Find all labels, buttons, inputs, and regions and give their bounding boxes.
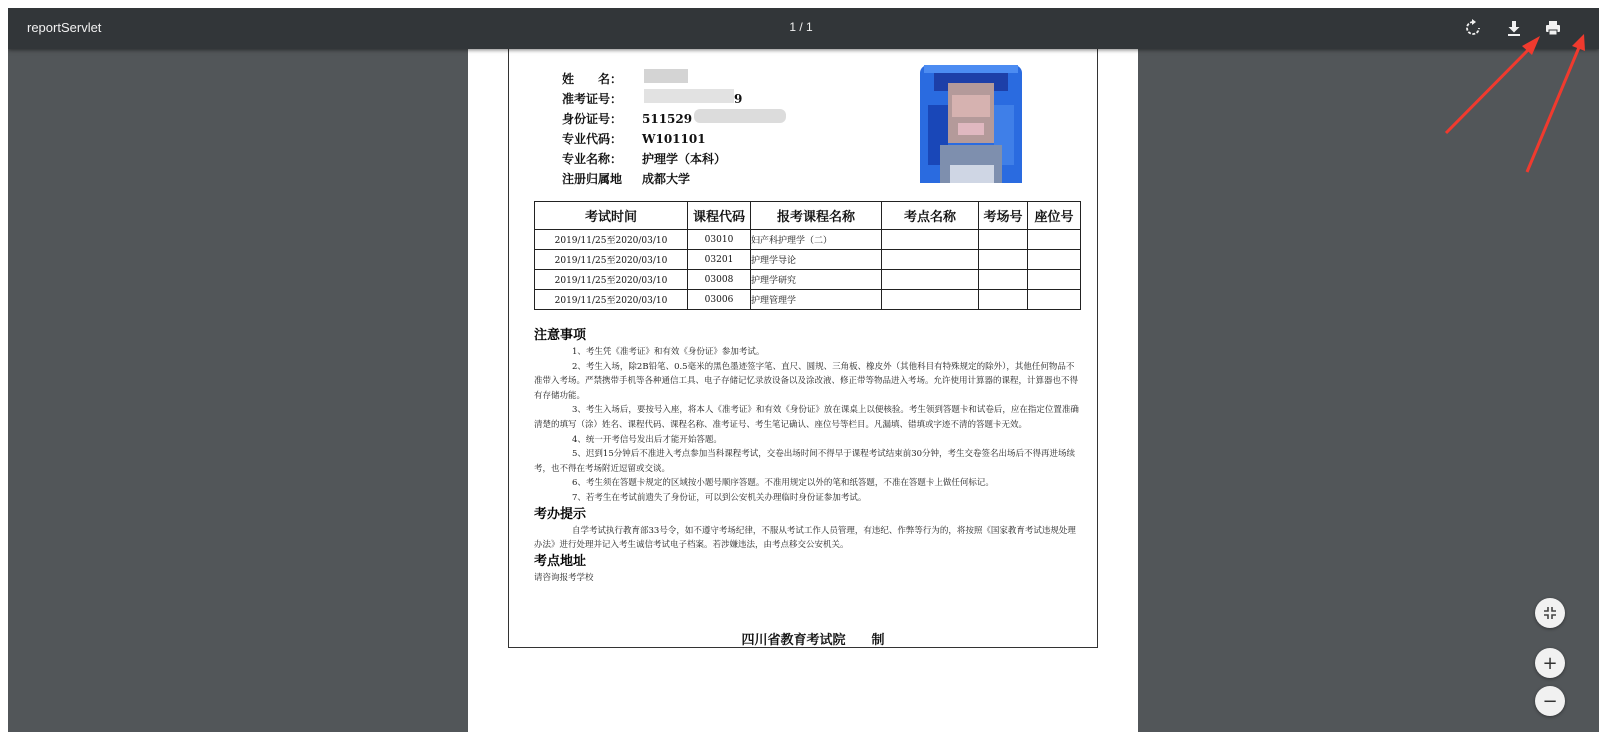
note-item: 3、考生入场后，要按号入座，将本人《准考证》和有效《身份证》放在课桌上以便核验。考生领到答题卡和试卷后，应在指定位置准确清楚的填写（涂）姓名、课程代码、课程名称、准考证号、考生笔记确认、座位号等栏目。凡漏填、错填或字迹不清的答题卡无效。	[534, 405, 1079, 430]
major-code-label: 专业代码：	[562, 132, 623, 146]
table-row	[535, 250, 1081, 270]
cell-time: 2019/11/25至2020/03/10	[535, 250, 688, 270]
viewer-toolbar	[8, 8, 1599, 49]
notes-title: 注意事项	[534, 328, 587, 343]
fit-page-button[interactable]	[1535, 598, 1565, 628]
cell-code: 03010	[688, 230, 751, 250]
cell-site	[882, 290, 979, 310]
cell-course: 护理学研究	[751, 270, 882, 290]
cell-seat	[1028, 290, 1081, 310]
note-item: 4、统一开考信号发出后才能开始答题。	[572, 434, 722, 445]
cell-course: 护理学导论	[751, 250, 882, 270]
cell-code: 03006	[688, 290, 751, 310]
document-title: reportServlet	[27, 20, 102, 35]
cell-course: 妇产科护理学（二）	[751, 230, 882, 250]
rotate-icon[interactable]	[1463, 18, 1483, 38]
col-course-code: 课程代码	[688, 202, 751, 230]
cell-time: 2019/11/25至2020/03/10	[535, 290, 688, 310]
ticket-label: 准考证号：	[562, 92, 623, 106]
col-site-name: 考点名称	[882, 202, 979, 230]
cell-room	[979, 230, 1028, 250]
pdf-page	[468, 49, 1138, 732]
cell-time: 2019/11/25至2020/03/10	[535, 270, 688, 290]
candidate-photo	[920, 65, 1022, 191]
cell-site	[882, 270, 979, 290]
col-exam-time: 考试时间	[535, 202, 688, 230]
table-row	[535, 270, 1081, 290]
registry-label: 注册归属地	[562, 172, 623, 186]
candidate-info	[562, 69, 786, 189]
print-icon[interactable]	[1543, 18, 1563, 38]
col-seat-no: 座位号	[1028, 202, 1081, 230]
tips-title: 考办提示	[534, 506, 587, 522]
major-name: 护理学（本科）	[642, 152, 727, 166]
cell-code: 03008	[688, 270, 751, 290]
cell-site	[882, 250, 979, 270]
cell-room	[979, 250, 1028, 270]
fit-page-icon	[1542, 605, 1558, 621]
cell-room	[979, 270, 1028, 290]
exam-schedule-table	[534, 201, 1081, 310]
cell-site	[882, 230, 979, 250]
page-indicator: 1 / 1	[789, 20, 813, 34]
zoom-in-button[interactable]: +	[1535, 648, 1565, 678]
tips-text: 自学考试执行教育部33号令，如不遵守考场纪律，不服从考试工作人员管理，有违纪、作弊等行为的，将按照《国家教育考试违规处理办法》进行处理并记入考生诚信考试电子档案。若涉嫌违法，由考点移交公安机关。	[534, 525, 1076, 551]
cell-seat	[1028, 230, 1081, 250]
major-code: W101101	[642, 132, 706, 146]
notes-section	[534, 327, 1079, 585]
cell-code: 03201	[688, 250, 751, 270]
note-item: 5、迟到15分钟后不准进入考点参加当科课程考试，交卷出场时间不得早于课程考试结束前30分钟，考生交卷签名出场后不得再进场续考，也不得在考场附近逗留或交谈。	[534, 449, 1076, 474]
major-name-label: 专业名称：	[562, 152, 623, 166]
redacted-name	[644, 69, 688, 83]
download-icon[interactable]	[1504, 18, 1524, 38]
cell-course: 护理管理学	[751, 290, 882, 310]
registry: 成都大学	[642, 172, 691, 186]
redacted-id	[694, 109, 786, 123]
redacted-ticket	[644, 89, 734, 103]
ticket-suffix: 9	[734, 92, 743, 106]
col-course-name: 报考课程名称	[751, 202, 882, 230]
note-item: 1、考生凭《准考证》和有效《身份证》参加考试。	[572, 347, 765, 357]
cell-room	[979, 290, 1028, 310]
table-row	[535, 230, 1081, 250]
note-item: 6、考生须在答题卡规定的区域按小题号顺序答题。不准用规定以外的笔和纸答题，不准在答题卡上做任何标记。	[572, 478, 994, 489]
id-value: 511529	[642, 112, 693, 126]
note-item: 7、若考生在考试前遗失了身份证，可以到公安机关办理临时身份证参加考试。	[572, 492, 867, 503]
col-room-no: 考场号	[979, 202, 1028, 230]
id-label: 身份证号：	[562, 112, 623, 126]
table-row	[535, 290, 1081, 310]
cell-time: 2019/11/25至2020/03/10	[535, 230, 688, 250]
name-label: 姓 名：	[562, 72, 623, 86]
cell-seat	[1028, 270, 1081, 290]
address-title: 考点地址	[534, 553, 587, 569]
note-item: 2、考生入场，除2B铅笔、0.5毫米的黑色墨迹签字笔、直尺、圆规、三角板、橡皮外（其他科目有特殊规定的除外），其他任何物品不准带入考场。严禁携带手机等各种通信工具、电子存储记忆录放设备以及涂改液、修正带等物品进入考场。允许使用计算器的课程，计算器也不得有存储功能。	[534, 361, 1079, 401]
cell-seat	[1028, 250, 1081, 270]
pdf-viewer	[8, 8, 1599, 732]
zoom-out-button[interactable]: −	[1535, 686, 1565, 716]
issuer-footer: 四川省教育考试院 制	[741, 633, 885, 648]
address-text: 请咨询报考学校	[534, 572, 594, 583]
table-header-row	[535, 202, 1081, 230]
